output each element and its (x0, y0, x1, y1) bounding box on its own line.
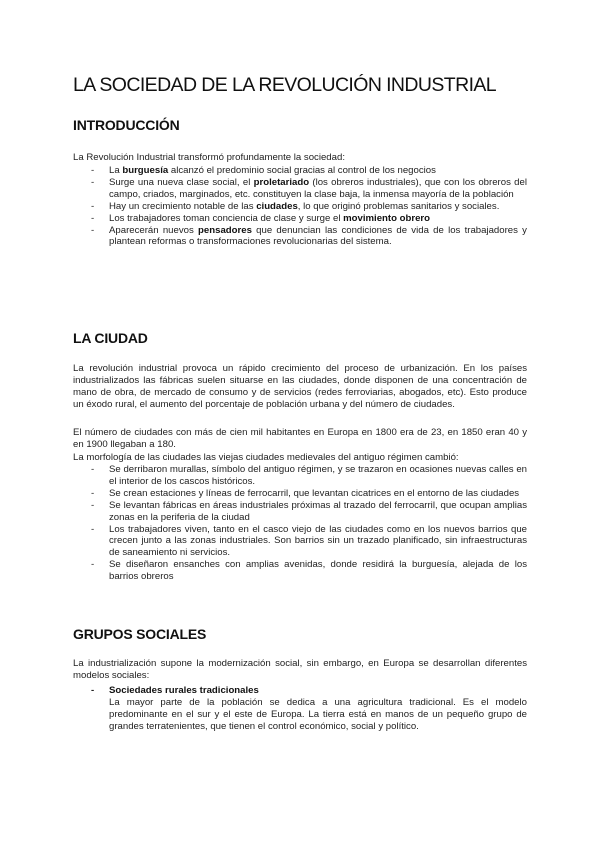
ciudad-list (73, 464, 527, 583)
list-item: - Aparecerán nuevos pensadores que denuncian las condiciones de vida de los trabajadores y plantean reformas o transformaciones revolucionarias del sistema. (91, 224, 527, 248)
list-item: - Se derribaron murallas, símbolo del antiguo régimen, y se trazaron en ocasiones nuevas calles en el interior de los cascos históricos. (91, 464, 527, 487)
list-item: - Se diseñaron ensanches con amplias avenidas, donde residirá la burguesía, alejada de los barrios obreros (91, 559, 527, 583)
section-heading-grupos: GRUPOS SOCIALES (73, 626, 207, 642)
intro-lead: La Revolución Industrial transformó profundamente la sociedad: (73, 152, 345, 163)
list-item: - Se levantan fábricas en áreas industriales próximas al trazado del ferrocarril, que ocupan amplias zonas en la periferia de la ciudad (91, 499, 527, 523)
bullet-dash: - (91, 523, 95, 535)
intro-list (73, 165, 527, 248)
bullet-dash: - (91, 487, 95, 499)
ciudad-paragraph-1: La revolución industrial provoca un rápido crecimiento del proceso de urbanización. En los países industrializados las fábricas suelen situarse en las ciudades, donde disponen de una concentración de mano de obra, de mercado de consumo y de servicios (redes ferroviarias, abogados, etc). Esto produce un éxodo rural, el aumento del porcentaje de población urbana y del número de ciudades. (73, 363, 527, 410)
bullet-dash: - (91, 200, 95, 212)
list-item: - Los trabajadores toman conciencia de clase y surge el movimiento obrero (91, 212, 431, 224)
list-item: - Surge una nueva clase social, el proletariado (los obreros industriales), que con los obreros del campo, criados, marginados, etc. constituyen la clase baja, la inmensa mayoría de la población (91, 176, 527, 200)
list-item (73, 685, 527, 733)
grupos-list (73, 685, 527, 733)
bullet-dash: - (91, 499, 95, 511)
bullet-dash: - (91, 559, 95, 571)
bullet-dash: - (91, 165, 95, 176)
list-item: - La burguesía alcanzó el predominio social gracias al control de los negocios (91, 165, 436, 176)
ciudad-paragraph-3: La morfología de las ciudades las viejas ciudades medievales del antiguo régimen cambió: (73, 452, 459, 463)
bullet-dash: - (91, 685, 95, 696)
list-item-description: La mayor parte de la población se dedica a una agricultura tradicional. Es el modelo predominante en el sur y el este de Europa. La tierra está en manos de un pequeño grupo de grandes terratenientes, que tienen el control económico, social y político. (109, 696, 527, 732)
page-title: LA SOCIEDAD DE LA REVOLUCIÓN INDUSTRIAL (73, 74, 497, 96)
bullet-dash: - (91, 212, 95, 224)
bullet-dash: - (91, 224, 95, 236)
section-heading-introduccion: INTRODUCCIÓN (73, 117, 180, 133)
bullet-dash: - (91, 176, 95, 188)
list-item-heading: Sociedades rurales tradicionales (109, 685, 259, 696)
bullet-dash: - (91, 464, 95, 475)
grupos-paragraph-1: La industrialización supone la modernización social, sin embargo, en Europa se desarrollan diferentes modelos sociales: (73, 658, 527, 681)
ciudad-paragraph-2: El número de ciudades con más de cien mil habitantes en Europa en 1800 era de 23, en 1850 eran 40 y en 1900 llegaban a 180. (73, 427, 527, 450)
section-heading-ciudad: LA CIUDAD (73, 330, 148, 346)
list-item: - Se crean estaciones y líneas de ferrocarril, que levantan cicatrices en el entorno de las ciudades (91, 487, 520, 499)
list-item: - Hay un crecimiento notable de las ciudades, lo que originó problemas sanitarios y sociales. (91, 200, 500, 212)
list-item: - Los trabajadores viven, tanto en el casco viejo de las ciudades como en los nuevos barrios que crecen junto a las zonas industriales. Son barrios sin un trazado planificado, sin infraestructuras de saneamiento ni servicios. (91, 523, 527, 559)
